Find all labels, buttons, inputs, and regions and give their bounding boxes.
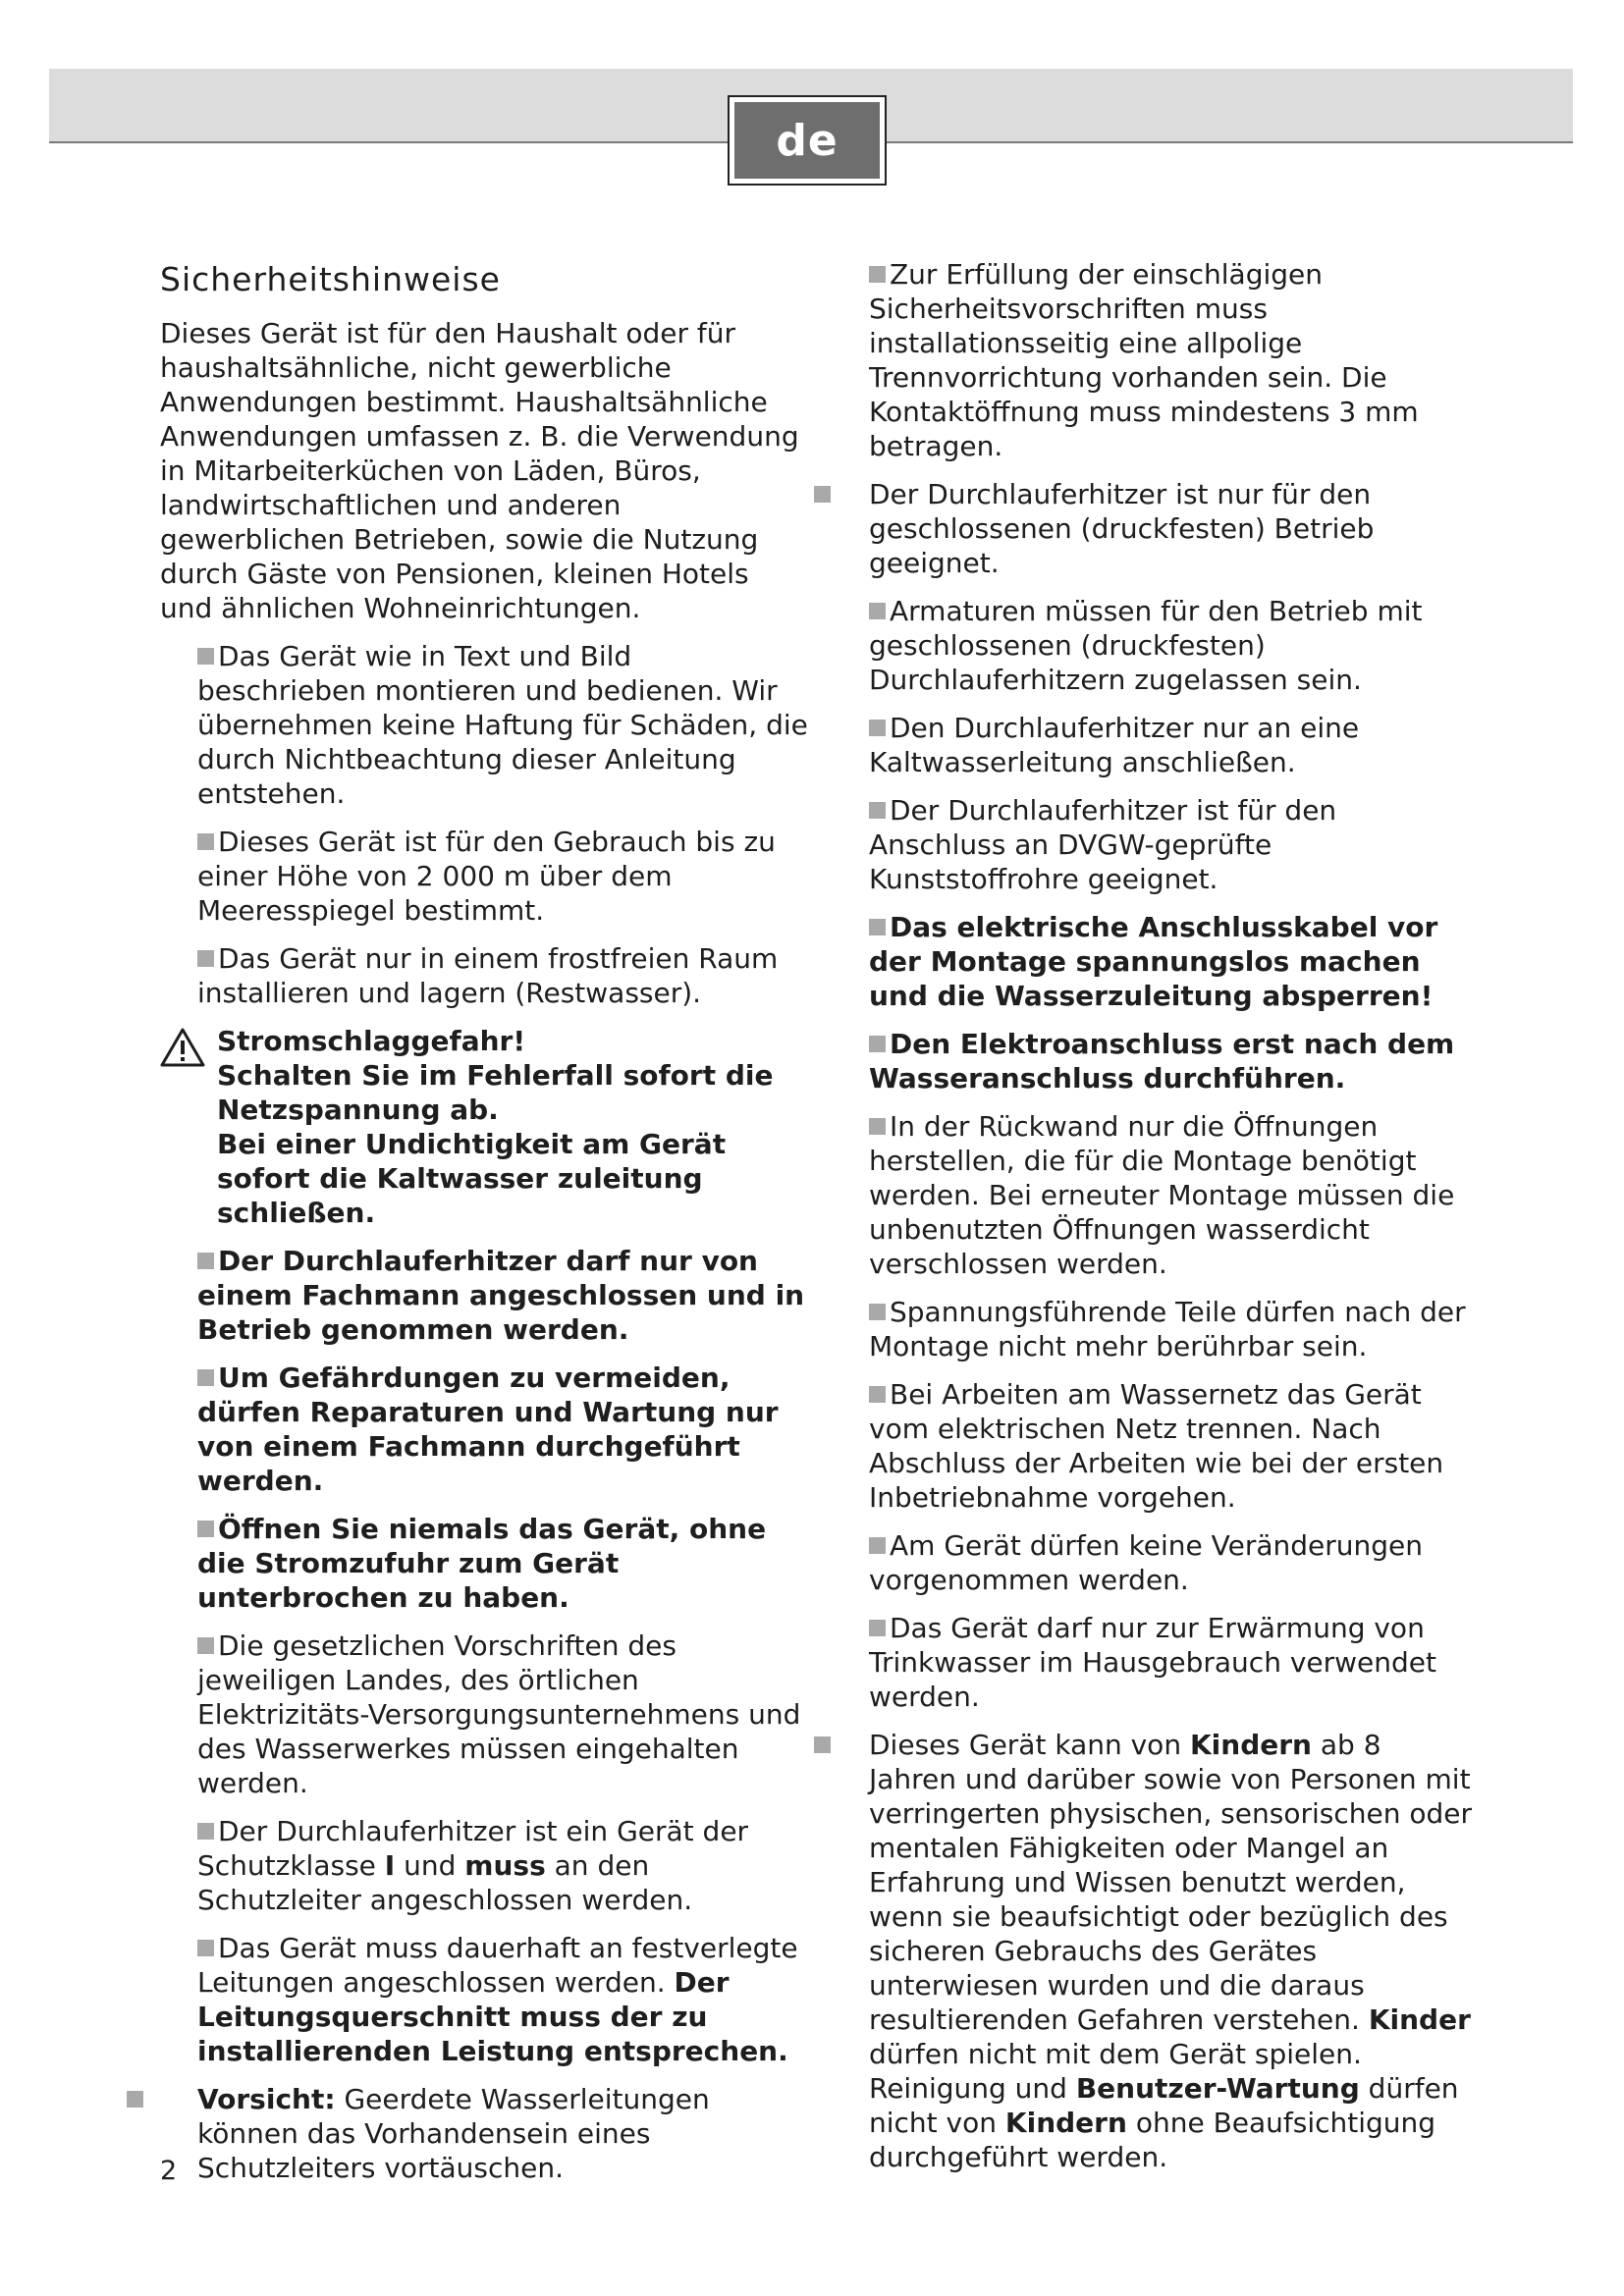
bullet-square-icon (869, 1036, 886, 1052)
bullet-square-icon (869, 1118, 886, 1135)
bullet-square-icon (869, 266, 886, 283)
list-item: Öffnen Sie niemals das Gerät, ohne die Stromzufuhr zum Gerät unterbrochen zu haben. (197, 1513, 767, 1614)
list-item: Der Durchlauferhitzer ist für den Anschluss an DVGW-geprüfte Kunststoffrohre geeignet. (869, 794, 1337, 895)
intro-paragraph: Dieses Gerät ist für den Haushalt oder für haushaltsähnliche, nicht gewerbliche Anwendungen bestimmt. Haushaltsähnliche Anwendungen umfassen z. B. die Verwendung in Mitarbeiterküchen von Läden, Büros, landwirtschaftlichen und anderen gewerblichen Betrieben, sowie die Nutzung durch Gäste von Pensionen, kleinen Hotels und ähnlichen Wohneinrichtungen. (160, 317, 799, 624)
bullet-square-icon (869, 1620, 886, 1636)
bullet-square-icon (197, 1253, 214, 1269)
list-item: Das Gerät darf nur zur Erwärmung von Trinkwasser im Hausgebrauch verwendet werden. (869, 1612, 1437, 1713)
bullet-square-icon (814, 486, 831, 503)
bullet-square-icon (127, 2091, 143, 2108)
bullet-square-icon (869, 1537, 886, 1554)
list-item: Bei Arbeiten am Wassernetz das Gerät vom elektrischen Netz trennen. Nach Abschluss der Arbeiten wie bei der ersten Inbetriebnahme vorgehen. (869, 1378, 1444, 1514)
list-item: Das Gerät wie in Text und Bild beschrieben montieren und bedienen. Wir übernehmen keine Haftung für Schäden, die durch Nichtbeachtung dieser Anleitung entstehen. (197, 640, 808, 810)
list-item: Zur Erfüllung der einschlägigen Sicherheitsvorschriften muss installationsseitig eine allpolige Trennvorrichtung vorhanden sein. Die Kontaktöffnung muss mindestens 3 mm betragen. (869, 258, 1419, 462)
list-item: Dieses Gerät ist für den Gebrauch bis zu einer Höhe von 2 000 m über dem Meeresspiegel bestimmt. (197, 826, 776, 927)
list-item: In der Rückwand nur die Öffnungen herstellen, die für die Montage benötigt werden. Bei erneuter Montage müssen die unbenutzten Öffnungen wasserdicht verschlossen werden. (869, 1110, 1455, 1280)
bullet-square-icon (197, 1521, 214, 1537)
bullet-square-icon (869, 603, 886, 619)
warning-text: Schalten Sie im Fehlerfall sofort die Netzspannung ab. (217, 1059, 774, 1126)
list-item: Spannungsführende Teile dürfen nach der Montage nicht mehr berührbar sein. (869, 1296, 1466, 1362)
bullet-square-icon (197, 1369, 214, 1386)
bullet-square-icon (197, 1823, 214, 1840)
bullet-square-icon (869, 919, 886, 935)
bullet-square-icon (197, 833, 214, 850)
left-column (160, 257, 808, 2199)
bullet-square-icon (869, 802, 886, 819)
bullet-square-icon (869, 1386, 886, 1403)
electric-shock-warning (160, 1024, 808, 1230)
warning-text: Bei einer Undichtigkeit am Gerät sofort die Kaltwasser zuleitung schließen. (217, 1128, 727, 1229)
list-item: Die gesetzlichen Vorschriften des jeweiligen Landes, des örtlichen Elektrizitäts-Versorgungsunternehmens und des Wasserwerkes müssen eingehalten werden. (197, 1629, 801, 1799)
bullet-square-icon (869, 720, 886, 736)
bullet-square-icon (197, 950, 214, 967)
section-title: Sicherheitshinweise (160, 260, 501, 298)
bullet-square-icon (814, 1736, 831, 1753)
bullet-square-icon (197, 648, 214, 665)
list-item: Das Gerät nur in einem frostfreien Raum installieren und lagern (Restwasser). (197, 942, 779, 1009)
list-item: Der Durchlauferhitzer darf nur von einem Fachmann angeschlossen und in Betrieb genommen werden. (197, 1245, 805, 1346)
list-item: Das elektrische Anschlusskabel vor der Montage spannungslos machen und die Wasserzuleitung absperren! (869, 911, 1438, 1012)
list-item: Den Elektroanschluss erst nach dem Wasseranschluss durchführen. (869, 1028, 1455, 1095)
list-item: Das Gerät muss dauerhaft an festverlegte Leitungen angeschlossen werden. Der Leitungsquerschnitt muss der zu installierenden Leistung entsprechen. (197, 1932, 798, 2067)
list-item: Dieses Gerät kann von Kindern ab 8 Jahren und darüber sowie von Personen mit verringerten physischen, sensorischen oder mentalen Fähigkeiten oder Mangel an Erfahrung und Wissen benutzt werden, wenn sie beaufsichtigt oder bezüglich des sicheren Gebrauchs des Gerätes unterwiesen wurden und die daraus resultierenden Gefahren verstehen. Kinder dürfen nicht mit dem Gerät spielen. Reinigung und Benutzer-Wartung dürfen nicht von Kindern ohne Beaufsichtigung durchgeführt werden. (825, 1728, 1473, 2174)
list-item: Der Durchlauferhitzer ist ein Gerät der Schutzklasse I und muss an den Schutzleiter angeschlossen werden. (197, 1815, 749, 1916)
warning-triangle-icon (160, 1028, 205, 1067)
list-item: Der Durchlauferhitzer ist nur für den geschlossenen (druckfesten) Betrieb geeignet. (825, 477, 1473, 580)
right-column (825, 257, 1473, 2188)
bullet-square-icon (869, 1304, 886, 1320)
page-number: 2 (160, 2156, 178, 2186)
list-item: Den Durchlauferhitzer nur an eine Kaltwasserleitung anschließen. (869, 712, 1360, 778)
language-badge (728, 95, 887, 186)
list-item: Armaturen müssen für den Betrieb mit geschlossenen (druckfesten) Durchlauferhitzern zugelassen sein. (869, 595, 1423, 696)
list-item: Vorsicht: Geerdete Wasserleitungen können das Vorhandensein eines Schutzleiters vortäuschen. (160, 2082, 808, 2185)
warning-heading: Stromschlaggefahr! (217, 1025, 526, 1057)
list-item: Um Gefährdungen zu vermeiden, dürfen Reparaturen und Wartung nur von einem Fachmann durchgeführt werden. (197, 1362, 779, 1497)
language-code: de (734, 102, 880, 179)
bullet-square-icon (197, 1637, 214, 1654)
list-item: Am Gerät dürfen keine Veränderungen vorgenommen werden. (869, 1529, 1424, 1596)
bullet-square-icon (197, 1940, 214, 1956)
